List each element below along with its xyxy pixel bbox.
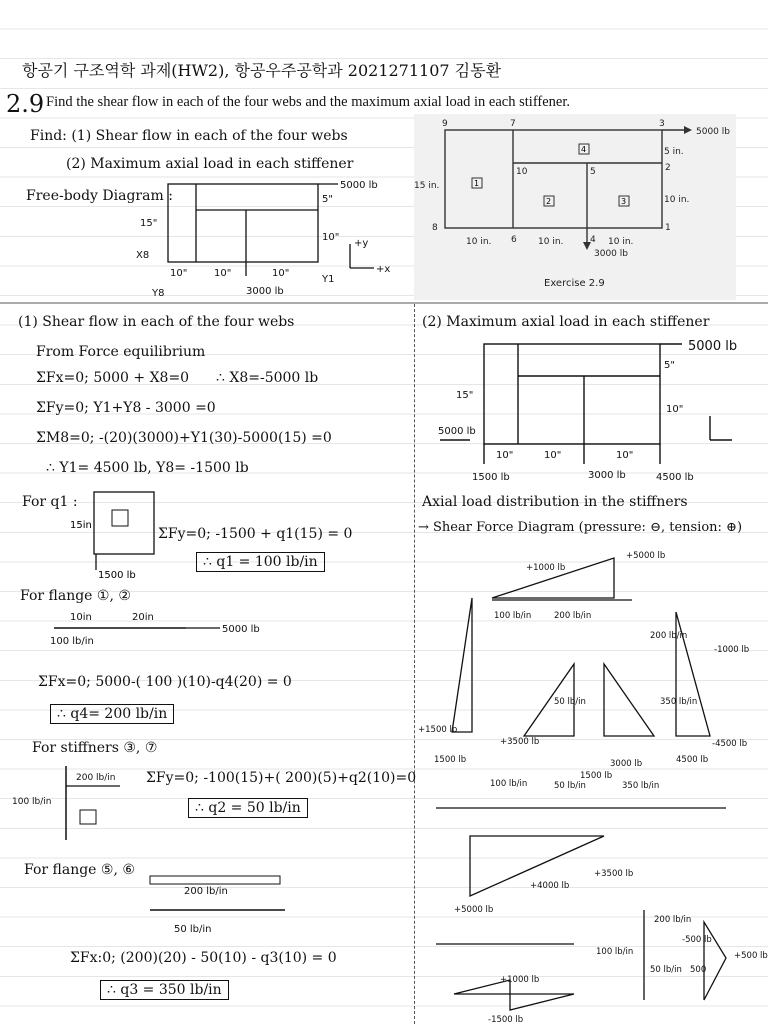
sfd-q-7: 50 lb/in (554, 781, 586, 791)
sfd-q-9: 1500 lb (580, 771, 613, 781)
part1-eq1-result: ∴ X8=-5000 lb (216, 370, 319, 386)
part1-eq3: ΣM8=0; -(20)(3000)+Y1(30)-5000(15) =0 (36, 430, 332, 446)
part2-heading: (2) Maximum axial load in each stiffener (422, 314, 710, 330)
q2-result: ∴ q2 = 50 lb/in (188, 798, 308, 818)
ex-dim-b2: 10 in. (538, 237, 564, 247)
p2-down: 3000 lb (588, 470, 626, 481)
sfd-box-10: +5000 lb (454, 905, 494, 915)
part1-eq2: ΣFy=0; Y1+Y8 - 3000 =0 (36, 400, 216, 416)
shear-force-diagrams (414, 540, 768, 1024)
ex-dim-b1: 10 in. (466, 237, 492, 247)
ex-node-1: 1 (665, 223, 671, 233)
fbd-left-h: 15" (140, 218, 158, 229)
ex-dim-left: 15 in. (414, 181, 440, 191)
flange-label: For flange ①, ② (20, 588, 131, 604)
sfd-box-2: +1000 lb (526, 563, 566, 573)
fbd-b1: 10" (170, 268, 188, 279)
sfd-box-9: +3500 lb (594, 869, 634, 879)
ex-node-10: 10 (516, 167, 528, 177)
problem-statement: Find the shear flow in each of the four webs and the maximum axial load in each stiffener. (46, 94, 570, 110)
flange56-label: For flange ⑤, ⑥ (24, 862, 135, 878)
fbd-rx: X8 (136, 250, 150, 261)
fbd-ax-y: +y (354, 238, 369, 249)
sfd-q-6: 100 lb/in (490, 779, 528, 789)
sfd-box-11: -500 lb (682, 935, 712, 945)
axial-title: Axial load distribution in the stiffners (422, 494, 688, 510)
p2-dim-b1: 10" (496, 450, 514, 461)
p2-dim-b3: 10" (616, 450, 634, 461)
ex-panel-3: 3 (621, 197, 627, 206)
q1-equation: ΣFy=0; -1500 + q1(15) = 0 (158, 526, 353, 542)
sfd-q-2: 200 lb/in (554, 611, 592, 621)
ex-node-5: 5 (590, 167, 596, 177)
flange-dim-2: 20in (132, 612, 154, 623)
p2-react-r: 4500 lb (656, 472, 694, 483)
sfd-q-12: 100 lb/in (596, 947, 634, 957)
q1-sketch (70, 486, 160, 582)
q3-result: ∴ q3 = 350 lb/in (100, 980, 229, 1000)
sfd-box-5: +3500 lb (500, 737, 540, 747)
sfd-box-1: +5000 lb (626, 551, 666, 561)
sfd-q-11: 200 lb/in (654, 915, 692, 925)
ex-node-6: 6 (511, 235, 517, 245)
q4-equation: ΣFx=0; 5000-( 100 )(10)-q4(20) = 0 (38, 674, 292, 690)
p2-left-force: 5000 lb (438, 426, 476, 437)
stiff-q-left: 100 lb/in (12, 797, 52, 807)
sfd-q-8: 350 lb/in (622, 781, 660, 791)
sfd-q-13: 50 lb/in (650, 965, 682, 975)
fbd-ry8: Y8 (152, 288, 165, 299)
flange-sketch (50, 608, 280, 664)
sfd-box-6: -4500 lb (712, 739, 748, 749)
stiffener-equation: ΣFy=0; -100(15)+( 200)(5)+q2(10)=0 (146, 770, 417, 786)
stiff-q-top: 200 lb/in (76, 773, 116, 783)
fl56-q-top: 200 lb/in (184, 886, 228, 897)
q4-result: ∴ q4= 200 lb/in (50, 704, 174, 724)
q1-dim: 15in (70, 520, 92, 531)
p2-dim-15: 15" (456, 390, 474, 401)
p2-force: 5000 lb (688, 339, 738, 354)
flange-dim-1: 10in (70, 612, 92, 623)
flange56-sketch (140, 870, 300, 940)
p2-dim-10r: 10" (666, 404, 684, 415)
sfd-box-7: 4500 lb (676, 755, 709, 765)
sfd-q-4: 50 lb/in (554, 697, 586, 707)
p2-react-l: 1500 lb (472, 472, 510, 483)
sfd-box-3: -1000 lb (714, 645, 750, 655)
ex-node-8: 8 (432, 223, 438, 233)
q3-equation: ΣFx:0; (200)(20) - 50(10) - q3(10) = 0 (70, 950, 337, 966)
fbd-right-bot: 10" (322, 232, 340, 243)
ex-panel-4: 4 (581, 145, 587, 154)
ex-panel-2: 2 (546, 197, 552, 206)
page-title: 항공기 구조역학 과제(HW2), 항공우주공학과 2021271107 김동환 (22, 61, 502, 80)
sfd-q-10: 3000 lb (610, 759, 643, 769)
p2-dim-b2: 10" (544, 450, 562, 461)
sfd-box-14: -1500 lb (488, 1015, 524, 1024)
sfd-q-15: 1500 lb (434, 755, 467, 765)
sfd-q-5: 350 lb/in (660, 697, 698, 707)
sfd-box-8: +4000 lb (530, 881, 570, 891)
problem-number: 2.9 (6, 90, 45, 118)
exercise-figure-drawing (414, 114, 736, 300)
ex-dim-top: 5 in. (664, 147, 684, 157)
sfd-box-13: +1000 lb (500, 975, 540, 985)
ex-node-3: 3 (659, 119, 665, 129)
ex-caption: Exercise 2.9 (544, 278, 605, 289)
part1-eq1: ΣFx=0; 5000 + X8=0 (36, 370, 190, 386)
fbd-force: 5000 lb (340, 180, 378, 191)
ex-node-7: 7 (510, 119, 516, 129)
sfd-q-3: 200 lb/in (650, 631, 688, 641)
fbd-b3: 10" (272, 268, 290, 279)
ex-node-4: 4 (590, 235, 596, 245)
p2-dim-5: 5" (664, 360, 675, 371)
part1-heading: (1) Shear flow in each of the four webs (18, 314, 295, 330)
part1-eq-title: From Force equilibrium (36, 344, 206, 360)
sfd-q-1: 100 lb/in (494, 611, 532, 621)
q1-label: For q1 : (22, 494, 78, 510)
ex-node-9: 9 (442, 119, 448, 129)
fbd-ry1: Y1 (322, 274, 335, 285)
sfd-title: → Shear Force Diagram (pressure: ⊖, tension: ⊕) (418, 520, 743, 535)
flange-q: 100 lb/in (50, 636, 94, 647)
ex-load-side: 5000 lb (696, 127, 730, 137)
part1-eq4: ∴ Y1= 4500 lb, Y8= -1500 lb (46, 460, 249, 476)
ex-node-2: 2 (665, 163, 671, 173)
part2-frame (420, 334, 740, 484)
ex-dim-right: 10 in. (664, 195, 690, 205)
sfd-box-12: +500 lb (734, 951, 768, 961)
fl56-q-bot: 50 lb/in (174, 924, 212, 935)
stiffener-sketch (10, 760, 150, 846)
find-line-2: (2) Maximum axial load in each stiffener (66, 156, 354, 172)
q1-react: 1500 lb (98, 570, 136, 581)
ex-dim-b3: 10 in. (608, 237, 634, 247)
ex-load-down: 3000 lb (594, 249, 628, 259)
sfd-box-4: +1500 lb (418, 725, 458, 735)
section-divider-horizontal (0, 302, 768, 304)
fbd-b2: 10" (214, 268, 232, 279)
stiffener-label: For stiffners ③, ⑦ (32, 740, 158, 756)
q1-result: ∴ q1 = 100 lb/in (196, 552, 325, 572)
sfd-q-14: 500 (690, 965, 707, 975)
flange-force: 5000 lb (222, 624, 260, 635)
ex-panel-1: 1 (474, 179, 480, 188)
fbd-ax-x: +x (376, 264, 391, 275)
fbd-right-top: 5" (322, 194, 333, 205)
sketch-fbd (130, 176, 400, 300)
fbd-label: Free-body Diagram : (26, 188, 173, 204)
fbd-down: 3000 lb (246, 286, 284, 297)
find-line-1: Find: (1) Shear flow in each of the four webs (30, 128, 348, 144)
